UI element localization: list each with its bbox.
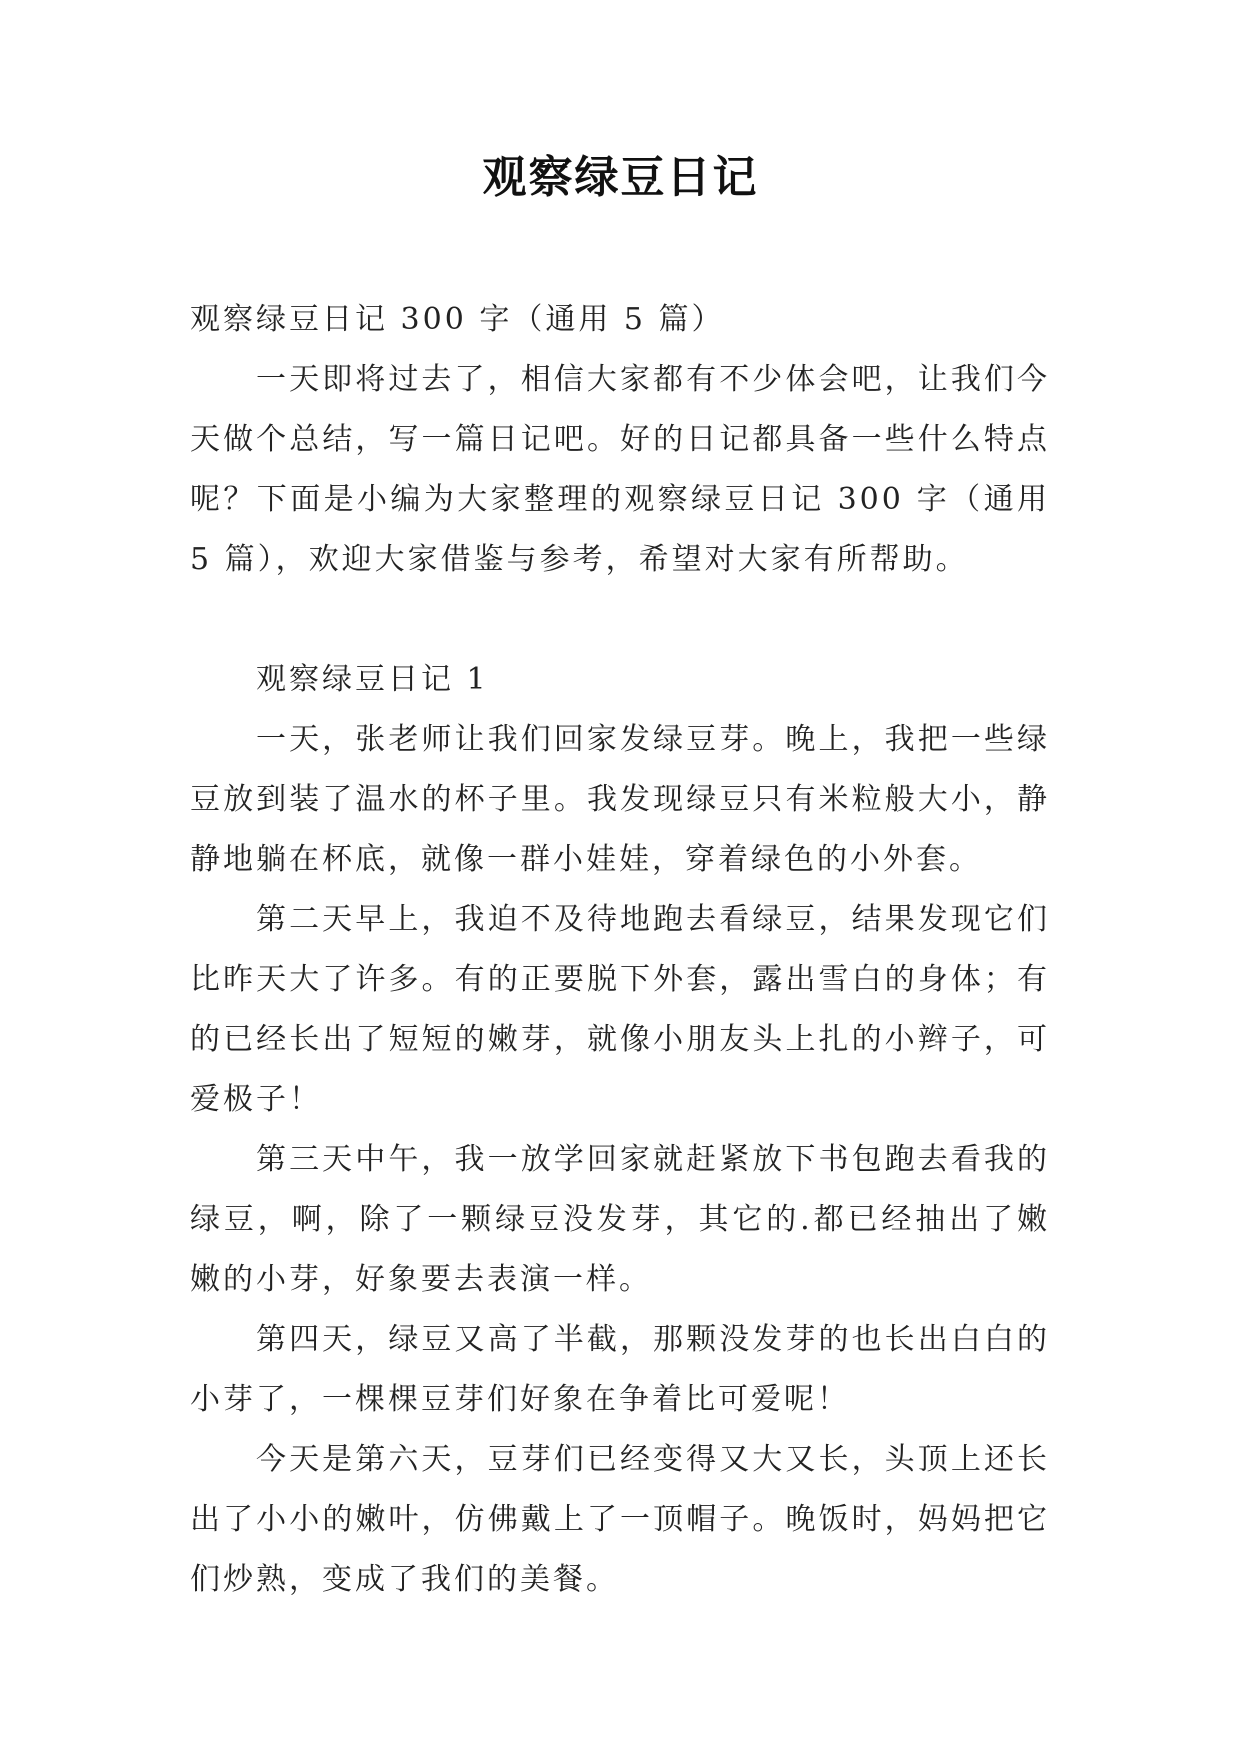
diary-paragraph-5: 今天是第六天，豆芽们已经变得又大又长，头顶上还长出了小小的嫩叶，仿佛戴上了一顶帽子。晚饭时，妈妈把它们炒熟，变成了我们的美餐。	[190, 1442, 1050, 1597]
document-body	[190, 290, 1050, 1610]
diary-paragraph-2: 第二天早上，我迫不及待地跑去看绿豆，结果发现它们比昨天大了许多。有的正要脱下外套，露出雪白的身体；有的已经长出了短短的嫩芽，就像小朋友头上扎的小辫子，可爱极子！	[190, 902, 1050, 1117]
document-title: 观察绿豆日记	[482, 152, 759, 203]
diary-paragraph-3: 第三天中午，我一放学回家就赶紧放下书包跑去看我的绿豆，啊，除了一颗绿豆没发芽，其它的.都已经抽出了嫩嫩的小芽，好象要去表演一样。	[190, 1142, 1050, 1297]
document-subtitle: 观察绿豆日记 300 字（通用 5 篇）	[190, 302, 725, 337]
section-spacer	[190, 590, 1050, 650]
diary-paragraph-1: 一天，张老师让我们回家发绿豆芽。晚上，我把一些绿豆放到装了温水的杯子里。我发现绿豆只有米粒般大小，静静地躺在杯底，就像一群小娃娃，穿着绿色的小外套。	[190, 722, 1050, 877]
section-heading: 观察绿豆日记 1	[256, 662, 489, 697]
diary-paragraph-4: 第四天，绿豆又高了半截，那颗没发芽的也长出白白的小芽了，一棵棵豆芽们好象在争着比可爱呢！	[190, 1322, 1050, 1417]
intro-paragraph: 一天即将过去了，相信大家都有不少体会吧，让我们今天做个总结，写一篇日记吧。好的日记都具备一些什么特点呢？下面是小编为大家整理的观察绿豆日记 300 字（通用 5 篇），欢迎大家借鉴与参考，希望对大家有所帮助。	[190, 362, 1050, 577]
